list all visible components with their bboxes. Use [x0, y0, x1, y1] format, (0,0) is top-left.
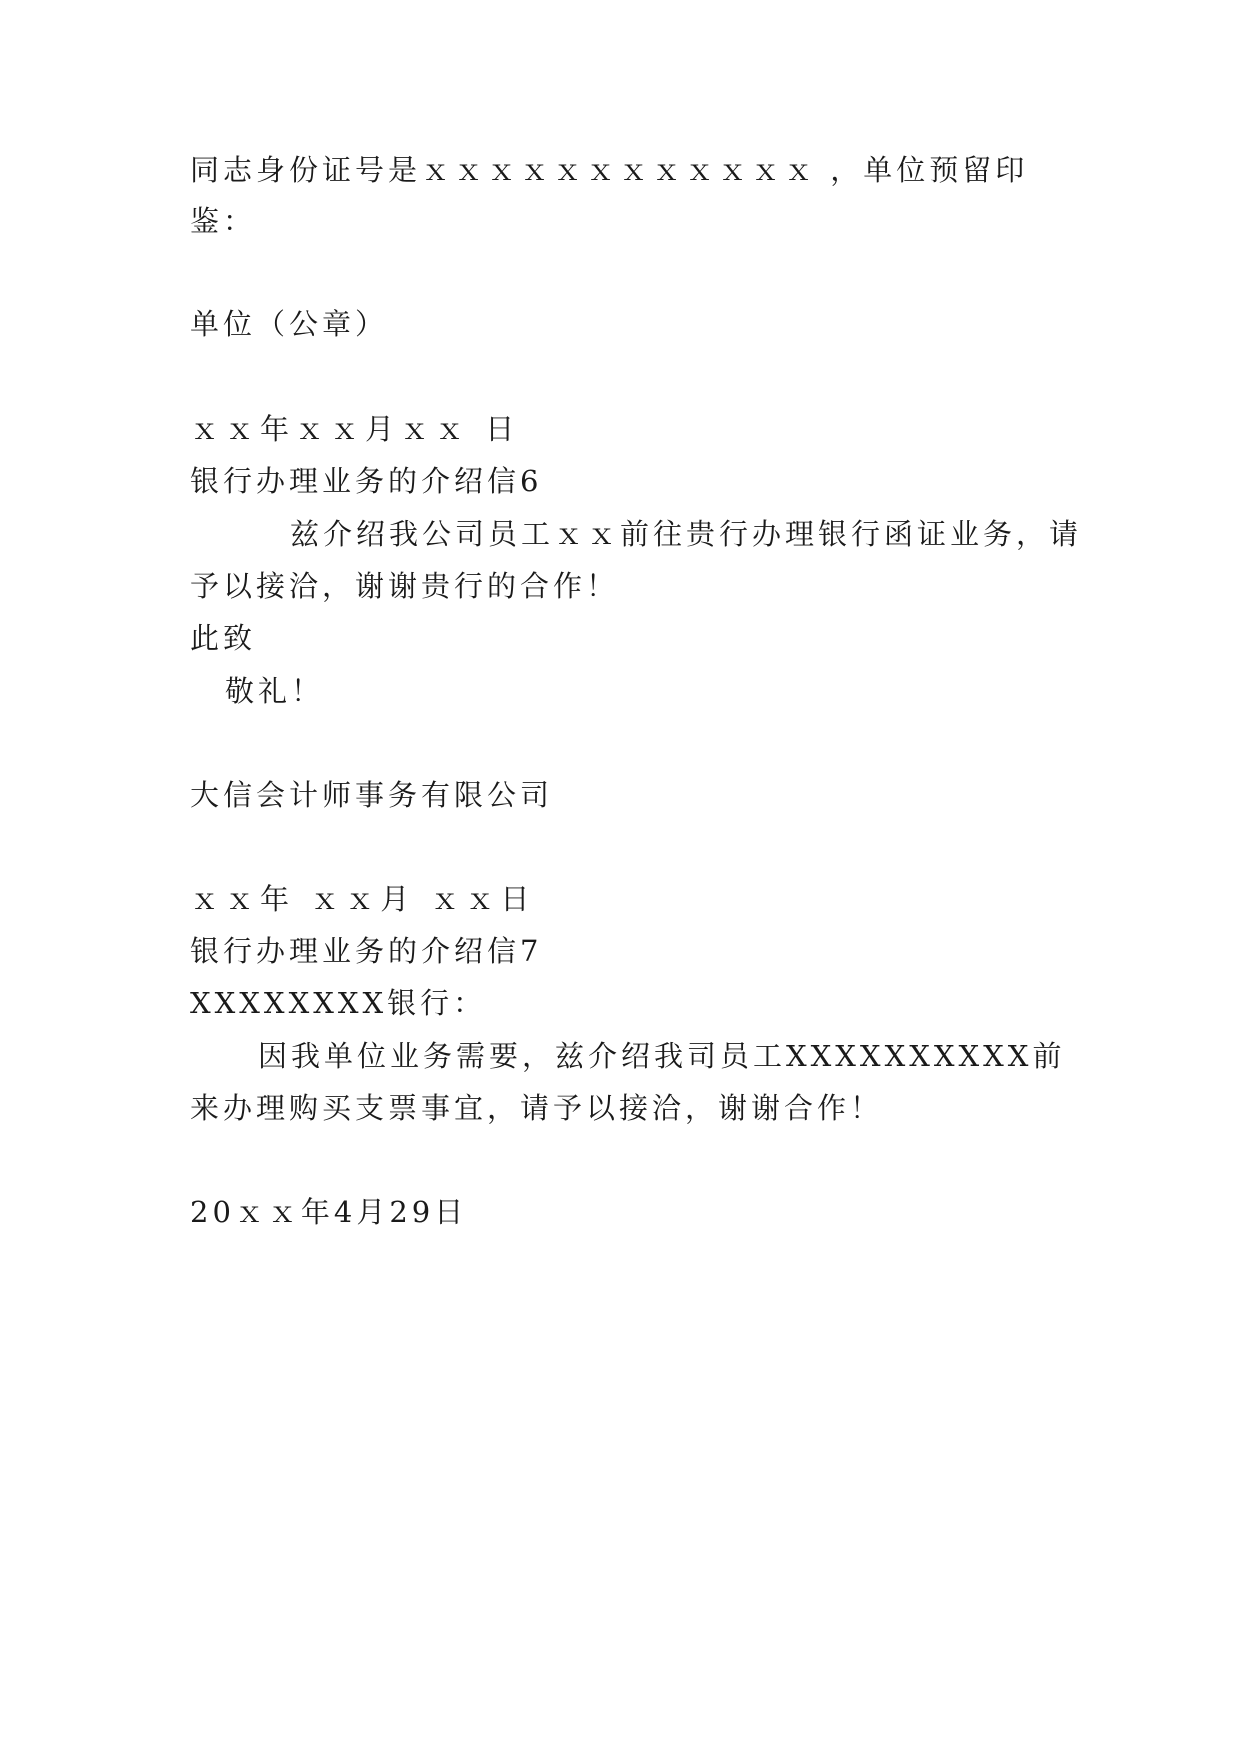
date-line-3: 20ｘｘ年4月29日	[190, 1195, 468, 1229]
date-line-1: ｘｘ年ｘｘ月ｘｘ 日	[190, 412, 521, 446]
seal-label-line: 鉴：	[190, 204, 257, 238]
date-line-2: ｘｘ年 ｘｘ月 ｘｘ日	[190, 882, 536, 916]
letter-6-body-line-1: 兹介绍我公司员工ｘｘ前往贵行办理银行函证业务，请	[290, 517, 1083, 551]
letter-7-body-line-2: 来办理购买支票事宜，请予以接洽，谢谢合作！	[190, 1091, 884, 1125]
closing-regards: 敬礼！	[225, 674, 325, 708]
letter-7-title: 银行办理业务的介绍信7	[190, 934, 543, 968]
letter-6-title: 银行办理业务的介绍信6	[190, 464, 543, 498]
unit-seal-line: 单位（公章）	[190, 307, 389, 341]
bank-addressee: XXXXXXXX银行：	[190, 986, 487, 1020]
company-name: 大信会计师事务有限公司	[190, 778, 554, 812]
letter-7-body-line-1: 因我单位业务需要，兹介绍我司员工XXXXXXXXXX前	[258, 1039, 1066, 1073]
letter-6-body-line-2: 予以接洽，谢谢贵行的合作！	[190, 569, 620, 603]
closing-salutation: 此致	[190, 621, 257, 655]
id-number-line: 同志身份证号是ｘｘｘｘｘｘｘｘｘｘｘｘ ，单位预留印	[190, 153, 1029, 187]
